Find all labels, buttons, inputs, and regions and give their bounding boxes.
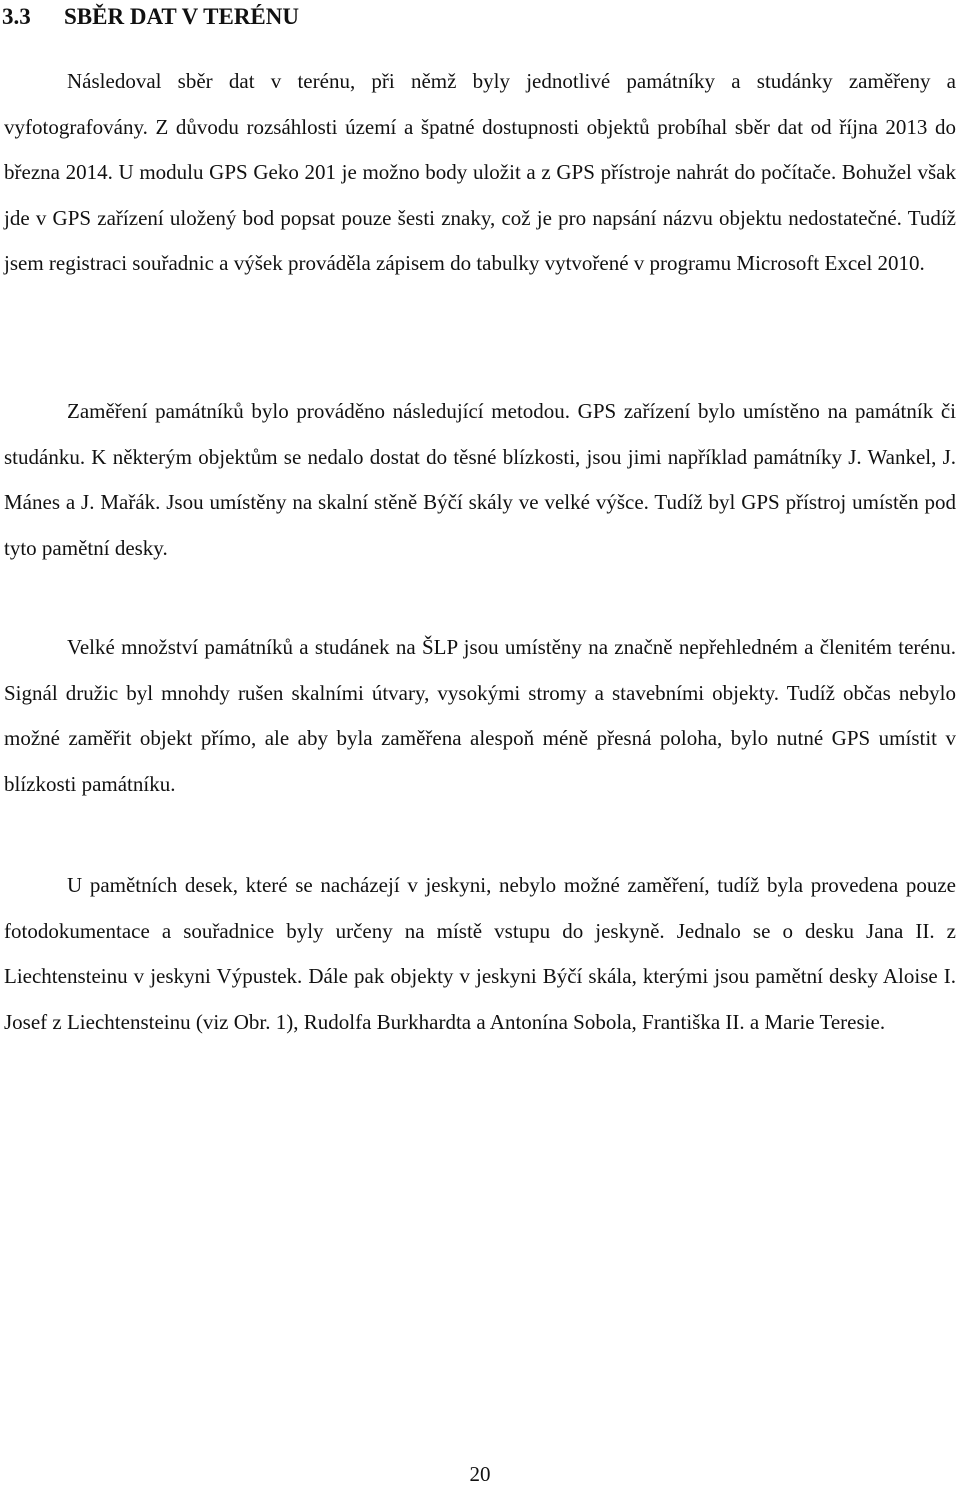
section-number: 3.3 — [2, 4, 31, 29]
section-title: SBĚR DAT V TERÉNU — [64, 4, 299, 29]
section-heading — [2, 2, 299, 32]
paragraph-cave-plaques: U pamětních desek, které se nacházejí v jeskyni, nebylo možné zaměření, tudíž byla provedena pouze fotodokumentace a souřadnice byly určeny na místě vstupu do jeskyně. Jednalo se o desku Jana II. z Liechtensteinu v jeskyni Výpustek. Dále pak objekty v jeskyni Býčí skála, kterými jsou pamětní desky Aloise I. Josef z Liechtensteinu (viz Obr. 1), Rudolfa Burkhardta a Antonína Sobola, Františka II. a Marie Teresie. — [4, 873, 956, 1034]
page-number: 20 — [469, 1462, 491, 1486]
paragraph-data-collection: Následoval sběr dat v terénu, při němž byly jednotlivé památníky a studánky zaměřeny a vyfotografovány. Z důvodu rozsáhlosti území a špatné dostupnosti objektů probíhal sběr dat od října 2013 do března 2014. U modulu GPS Geko 201 je možno body uložit a z GPS přístroje nahrát do počítače. Bohužel však jde v GPS zařízení uložený bod popsat pouze šesti znaky, což je pro napsání názvu objektu nedostatečné. Tudíž jsem registraci souřadnic a výšek prováděla zápisem do tabulky vytvořené v programu Microsoft Excel 2010. — [4, 69, 956, 275]
paragraph-measurement-method: Zaměření památníků bylo prováděno následující metodou. GPS zařízení bylo umístěno na památník či studánku. K některým objektům se nedalo dostat do těsné blízkosti, jsou jimi například památníky J. Wankel, J. Mánes a J. Mařák. Jsou umístěny na skalní stěně Býčí skály ve velké výšce. Tudíž byl GPS přístroj umístěn pod tyto pamětní desky. — [4, 399, 956, 560]
paragraph-terrain-signal: Velké množství památníků a studánek na ŠLP jsou umístěny na značně nepřehledném a členitém terénu. Signál družic byl mnohdy rušen skalními útvary, vysokými stromy a stavebními objekty. Tudíž občas nebylo možné zaměřit objekt přímo, ale aby byla zaměřena alespoň méně přesná poloha, bylo nutné GPS umístit v blízkosti památníku. — [4, 635, 956, 796]
